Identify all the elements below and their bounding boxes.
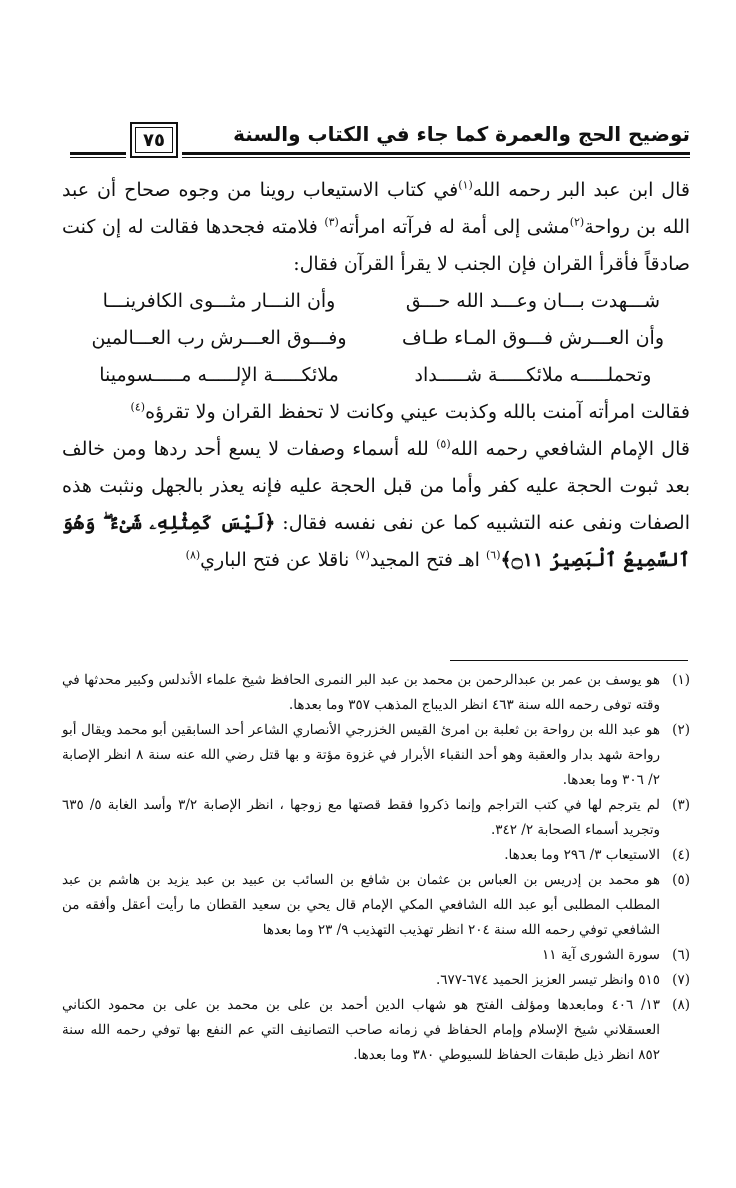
footnote-text: الاستيعاب ٣/ ٢٩٦ وما بعدها.: [504, 847, 660, 863]
poem-hemistich-second: ملائكـــــة الإلـــــه مـــــسومينا: [99, 364, 339, 386]
quran-verse: ﴿لَيْسَ كَمِثْلِهِۦ شَىْءٌ ۖ وَهُوَ ٱلسَّمِيعُ ٱلْبَصِيرُ ۝١١﴾: [62, 512, 690, 571]
footnote-text: ١٣/ ٤٠٦ ومابعدها ومؤلف الفتح هو شهاب الدين أحمد بن على بن محمد بن على بن محمود الكناني العسقلاني شيخ الإسلام وإمام الحفاظ في زمانه صاحب التصانيف التي عم النفع بها توفي رحمه الله سنة ٨٥٢ انظر ذيل طبقات الحفاظ للسيوطي ٣٨٠ وما بعدها.: [62, 997, 661, 1063]
poem-verse: [62, 357, 690, 394]
footnote: [62, 718, 690, 793]
footnote: [62, 993, 690, 1068]
main-text: [62, 172, 690, 579]
paragraph-3: [62, 431, 690, 579]
poem-hemistich-second: وأن النـــار مثـــوى الكافرينـــا: [102, 290, 336, 312]
text-run: ناقلا عن فتح الباري: [200, 549, 356, 571]
footnote-ref: (٦): [485, 548, 501, 562]
text-run: فلامته فجحدها فقالت له إن كنت صادقاً فأقرأ القران فإن الجنب لا يقرأ القرآن فقال:: [62, 216, 690, 275]
page-header: [70, 112, 690, 168]
footnote-number: (١): [672, 672, 690, 688]
text-run: قال الإمام الشافعي رحمه الله: [450, 438, 690, 460]
footnote-number: (٤): [672, 847, 690, 863]
footnote: [62, 668, 690, 718]
text-run: قال ابن عبد البر رحمه الله: [472, 179, 690, 201]
text-run: في كتاب الاستيعاب روينا من وجوه صحاح أن عبد الله بن رواحة: [62, 179, 690, 238]
text-run: مشى إلى أمة له فرآته امرأته: [338, 216, 570, 238]
poem-hemistich-first: شـــهدت بـــان وعـــد الله حـــق: [405, 290, 661, 312]
poem-hemistich-first: وتحملـــــه ملائكـــــة شـــــداد: [414, 364, 652, 386]
text-run: فقالت امرأته آمنت بالله وكذبت عيني وكانت لا تحفظ القران ولا تقرؤه: [145, 401, 690, 423]
footnote-number: (٣): [672, 797, 690, 813]
footnote-number: (٨): [672, 997, 690, 1013]
footnote: [62, 868, 690, 943]
poem-hemistich-first: وأن العـــرش فـــوق المـاء طـاف: [401, 327, 665, 349]
text-run: لله أسماء وصفات لا يسع أحد ردها ومن خالف بعد ثبوت الحجة عليه كفر وأما من قبل الحجة عليه فإنه يعذر بالجهل ونثبت هذه الصفات ونفى عنه التشبيه كما عن نفى نفسه فقال:: [62, 438, 690, 534]
footnote-ref: (٨): [185, 548, 201, 562]
footnote-separator: [450, 660, 688, 661]
footnote-text: هو عبد الله بن رواحة بن ثعلبة بن امرئ القيس الخزرجي الأنصاري الشاعر أحد السابقين أبو محمد ويقال أبو رواحة شهد بدار والعقبة وهو أحد النقباء الأبرار في غزوة مؤتة و بها قتل رضي الله عنه سنة ٨ انظر الإصابة ٢/ ٣٠٦ وما بعدها.: [62, 722, 660, 788]
paragraph-1: [62, 172, 690, 283]
footnote: [62, 943, 690, 968]
footnote-number: (٥): [672, 872, 690, 888]
footnote-number: (٦): [672, 947, 690, 963]
text-run: اهـ فتح المجيد: [369, 549, 486, 571]
footnote: [62, 793, 690, 843]
paragraph-2: [62, 394, 690, 431]
footnote-text: لم يترجم لها في كتب التراجم وإنما ذكروا فقط قصتها مع زوجها ، انظر الإصابة ٣/٢ وأسد الغابة ٥/ ٦٣٥ وتجريد أسماء الصحابة ٢/ ٣٤٢.: [62, 797, 660, 838]
footnote-text: هو محمد بن إدريس بن العباس بن عثمان بن شافع بن السائب بن عبيد بن عبد يزيد بن هاشم بن عبد المطلب المطلبى أبو عبد الله الشافعي المكي الإمام قال يحي بن سعيد القطان ما رأيت أعقل وأفقه من الشافعي توفي رحمه الله سنة ٢٠٤ انظر تهذيب التهذيب ٩/ ٢٣ وما بعدها: [62, 872, 660, 938]
footnote-text: ٥١٥ وانظر تيسر العزيز الحميد ٦٧٤-٦٧٧.: [435, 972, 660, 988]
poem-hemistich-second: وفـــوق العـــرش رب العـــالمين: [91, 327, 347, 349]
footnote-number: (٢): [672, 722, 690, 738]
footnote-text: سورة الشورى آية ١١: [542, 947, 660, 963]
poem-verse: [62, 283, 690, 320]
header-rule-short: [70, 152, 126, 158]
footnote-ref: (٥): [436, 437, 451, 451]
footnote-text: هو يوسف بن عمر بن عبدالرحمن بن محمد بن عبد البر النمرى الحافظ شيخ علماء الأندلس وكبير محدثها في وقته توفى رحمه الله سنة ٤٦٣ انظر الديباج المذهب ٣٥٧ وما بعدها.: [62, 672, 660, 713]
poem: [62, 283, 690, 394]
header-rule: [182, 152, 690, 158]
footnote-number: (٧): [672, 972, 690, 988]
footnote: [62, 968, 690, 993]
footnote: [62, 843, 690, 868]
running-title: توضيح الحج والعمرة كما جاء في الكتاب والسنة: [233, 122, 690, 146]
footnote-ref: (٣): [324, 215, 339, 229]
footnote-ref: (٧): [355, 548, 370, 562]
page-number: ٧٥: [143, 129, 165, 151]
page-number-box: [130, 122, 178, 158]
footnote-ref: (٢): [569, 215, 585, 229]
footnote-ref: (١): [458, 178, 473, 192]
footnotes: [62, 668, 690, 1068]
poem-verse: [62, 320, 690, 357]
footnote-ref: (٤): [130, 400, 146, 414]
